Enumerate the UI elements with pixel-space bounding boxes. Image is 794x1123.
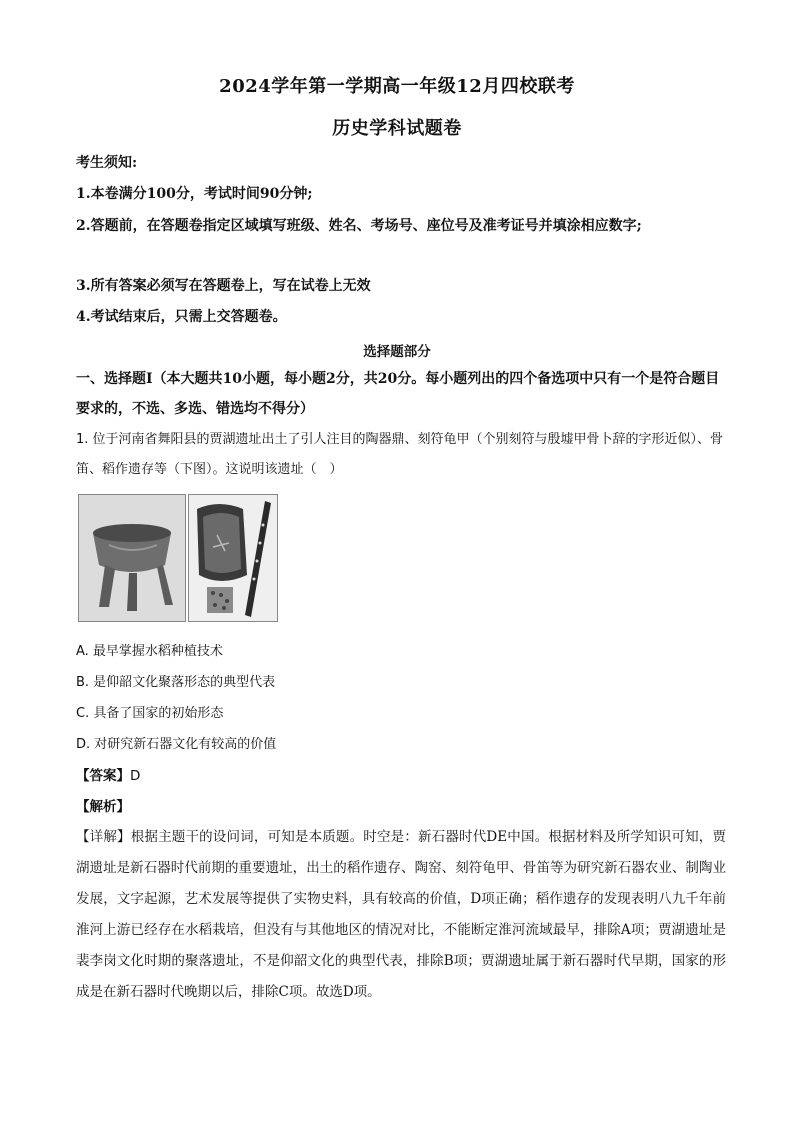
section-title: 选择题部分 xyxy=(363,344,431,360)
notice-item: 2.答题前，在答题卷指定区域填写班级、姓名、考场号、座位号及准考证号并填涂相应数字; xyxy=(76,218,642,234)
answer-value: D xyxy=(130,768,141,784)
option-a: A. 最早掌握水稻种植技术 xyxy=(76,644,223,659)
turtle-shell-and-bone-flute-photo xyxy=(188,494,278,622)
notice-item: 4.考试结束后，只需上交答题卷。 xyxy=(76,309,287,325)
analysis-label: 【解析】 xyxy=(76,799,130,815)
answer-label: 【答案】 xyxy=(76,768,130,784)
option-c: C. 具备了国家的初始形态 xyxy=(76,706,224,721)
notice-item: 3.所有答案必须写在答题卷上，写在试卷上无效 xyxy=(76,278,371,294)
section-instruction: 一、选择题Ⅰ（本大题共10小题，每小题2分，共20分。每小题列出的四个备选项中只有一个是符合题目要求的，不选、多选、错选均不得分） xyxy=(76,371,720,417)
answer-line xyxy=(76,764,140,784)
exam-subtitle: 历史学科试题卷 xyxy=(332,118,462,139)
option-b: B. 是仰韶文化聚落形态的典型代表 xyxy=(76,675,276,690)
option-d: D. 对研究新石器文化有较高的价值 xyxy=(76,737,277,752)
question-stem: 1. 位于河南省舞阳县的贾湖遗址出土了引人注目的陶器鼎、刻符龟甲（个别刻符与殷墟甲骨卜辞的字形近似）、骨笛、稻作遗存等（下图）。这说明该遗址（ ） xyxy=(76,432,724,477)
notice-item: 1.本卷满分100分，考试时间90分钟; xyxy=(76,186,313,202)
analysis-detail: 【详解】根据主题干的设问词，可知是本质题。时空是：新石器时代DE中国。根据材料及所学知识可知，贾湖遗址是新石器时代前期的重要遗址，出土的稻作遗存、陶窑、刻符龟甲、骨笛等为研究新石器农业、制陶业发展，文字起源，艺术发展等提供了实物史料，具有较高的价值，D项正确；稻作遗存的发现表明八九千年前淮河上游已经存在水稻栽培，但没有与其他地区的情况对比，不能断定淮河流域最早，排除A项；贾湖遗址是裴李岗文化时期的聚落遗址，不是仰韶文化的典型代表，排除B项；贾湖遗址属于新石器时代早期，国家的形成是在新石器时代晚期以后，排除C项。故选D项。 xyxy=(76,829,726,1000)
artifact-figure xyxy=(78,494,276,622)
notice-heading: 考生须知: xyxy=(76,155,138,171)
pottery-tripod-photo xyxy=(78,494,186,622)
exam-title: 2024学年第一学期高一年级12月四校联考 xyxy=(219,76,575,97)
